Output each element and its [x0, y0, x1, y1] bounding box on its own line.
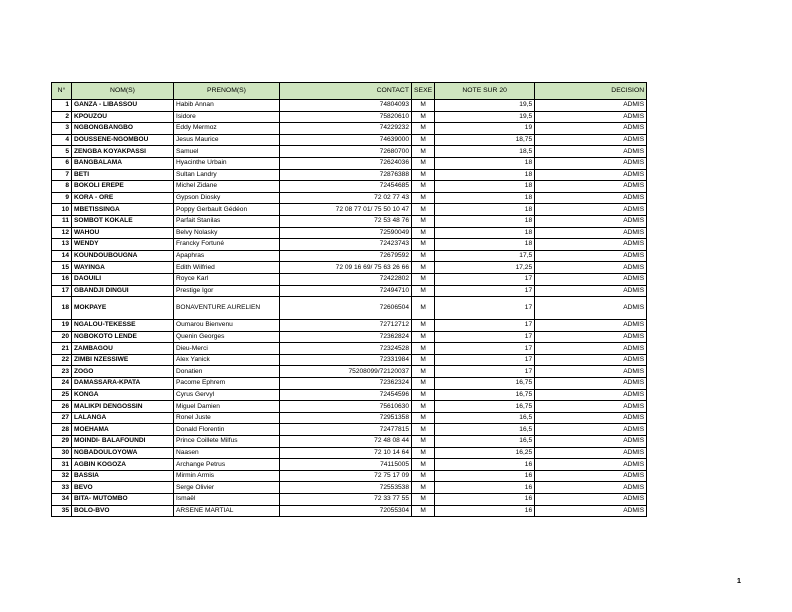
cell-contact: 72362324 [280, 378, 412, 390]
cell-sexe: M [412, 459, 435, 471]
cell-contact: 72590049 [280, 227, 412, 239]
cell-note: 19 [435, 123, 535, 135]
cell-prenom: Apaphras [174, 250, 280, 262]
cell-sexe: M [412, 494, 435, 506]
cell-sexe: M [412, 169, 435, 181]
table-row [52, 505, 647, 517]
table-row [52, 215, 647, 227]
table-row [52, 100, 647, 112]
cell-sexe: M [412, 320, 435, 332]
table-row [52, 157, 647, 169]
cell-note: 17,25 [435, 262, 535, 274]
cell-nom: BEVO [72, 482, 174, 494]
cell-nom: GBANDJI DINGUI [72, 285, 174, 297]
cell-nom: ZIMBI NZESSIWE [72, 354, 174, 366]
cell-sexe: M [412, 447, 435, 459]
cell-sexe: M [412, 181, 435, 193]
cell-note: 18 [435, 157, 535, 169]
cell-sexe: M [412, 134, 435, 146]
cell-note: 18 [435, 239, 535, 251]
cell-num: 1 [52, 100, 72, 112]
cell-num: 28 [52, 424, 72, 436]
cell-nom: BOLO-BVO [72, 505, 174, 517]
table-row [52, 482, 647, 494]
table-row [52, 401, 647, 413]
cell-decision: ADMIS [535, 459, 647, 471]
cell-contact: 72477815 [280, 424, 412, 436]
cell-decision: ADMIS [535, 111, 647, 123]
cell-contact: 74804093 [280, 100, 412, 112]
cell-note: 19,5 [435, 111, 535, 123]
cell-prenom: Poppy Gerbault Gédéon [174, 204, 280, 216]
cell-nom: BOKOLI EREPE [72, 181, 174, 193]
cell-nom: DOUSSENE-NGOMBOU [72, 134, 174, 146]
cell-decision: ADMIS [535, 169, 647, 181]
cell-contact: 72680700 [280, 146, 412, 158]
table-body [52, 100, 647, 517]
cell-prenom: ARSENE MARTIAL [174, 505, 280, 517]
cell-decision: ADMIS [535, 181, 647, 193]
cell-prenom: Quenin Georges [174, 331, 280, 343]
cell-sexe: M [412, 215, 435, 227]
table-row [52, 169, 647, 181]
cell-prenom: Miguel Damien [174, 401, 280, 413]
cell-prenom: Sultan Landry [174, 169, 280, 181]
cell-num: 8 [52, 181, 72, 193]
table-row [52, 273, 647, 285]
cell-decision: ADMIS [535, 343, 647, 355]
cell-num: 33 [52, 482, 72, 494]
table-row [52, 262, 647, 274]
cell-contact: 72679592 [280, 250, 412, 262]
cell-num: 23 [52, 366, 72, 378]
table-row [52, 366, 647, 378]
cell-num: 9 [52, 192, 72, 204]
header-num: N° [52, 83, 72, 100]
cell-contact: 72454685 [280, 181, 412, 193]
cell-nom: MBETISSINGA [72, 204, 174, 216]
cell-note: 16 [435, 494, 535, 506]
cell-contact: 72362824 [280, 331, 412, 343]
cell-num: 34 [52, 494, 72, 506]
page-number: 1 [736, 576, 741, 585]
cell-num: 16 [52, 273, 72, 285]
cell-num: 7 [52, 169, 72, 181]
cell-prenom: Francky Fortuné [174, 239, 280, 251]
cell-num: 4 [52, 134, 72, 146]
cell-contact: 72 48 08 44 [280, 436, 412, 448]
cell-note: 17,5 [435, 250, 535, 262]
cell-note: 18 [435, 204, 535, 216]
cell-sexe: M [412, 436, 435, 448]
cell-decision: ADMIS [535, 204, 647, 216]
cell-sexe: M [412, 285, 435, 297]
cell-nom: ZENGBA KOYAKPASSI [72, 146, 174, 158]
cell-note: 17 [435, 331, 535, 343]
cell-num: 32 [52, 470, 72, 482]
cell-note: 18 [435, 227, 535, 239]
cell-num: 20 [52, 331, 72, 343]
cell-prenom: Serge Olivier [174, 482, 280, 494]
cell-sexe: M [412, 470, 435, 482]
cell-contact: 74639000 [280, 134, 412, 146]
cell-nom: WAHOU [72, 227, 174, 239]
cell-sexe: M [412, 505, 435, 517]
table-row [52, 297, 647, 320]
cell-nom: WENDY [72, 239, 174, 251]
cell-contact: 72 75 17 09 [280, 470, 412, 482]
cell-prenom: Alex Yanick [174, 354, 280, 366]
header-note: NOTE SUR 20 [435, 83, 535, 100]
cell-prenom: Ronel Juste [174, 412, 280, 424]
table-row [52, 250, 647, 262]
cell-decision: ADMIS [535, 354, 647, 366]
cell-note: 17 [435, 320, 535, 332]
cell-contact: 72 08 77 01/ 75 50 10 47 [280, 204, 412, 216]
cell-prenom: Mirmin Armis [174, 470, 280, 482]
cell-num: 5 [52, 146, 72, 158]
cell-prenom: Oumarou Bienvenu [174, 320, 280, 332]
cell-decision: ADMIS [535, 134, 647, 146]
cell-num: 30 [52, 447, 72, 459]
cell-nom: MOINDI- BALAFOUNDI [72, 436, 174, 448]
cell-num: 18 [52, 297, 72, 320]
cell-note: 16 [435, 459, 535, 471]
table-row [52, 470, 647, 482]
cell-contact: 75820610 [280, 111, 412, 123]
table-row [52, 239, 647, 251]
cell-contact: 72331984 [280, 354, 412, 366]
cell-note: 16,5 [435, 436, 535, 448]
cell-nom: NGALOU-TEKESSE [72, 320, 174, 332]
cell-contact: 72494710 [280, 285, 412, 297]
cell-nom: KPOUZOU [72, 111, 174, 123]
cell-nom: LALANGA [72, 412, 174, 424]
cell-prenom: Habib Annan [174, 100, 280, 112]
cell-note: 18,5 [435, 146, 535, 158]
cell-prenom: Isidore [174, 111, 280, 123]
cell-nom: ZOGO [72, 366, 174, 378]
cell-contact: 72 10 14 64 [280, 447, 412, 459]
cell-decision: ADMIS [535, 494, 647, 506]
cell-num: 19 [52, 320, 72, 332]
cell-prenom: Naasen [174, 447, 280, 459]
cell-nom: KOUNDOUBOUGNA [72, 250, 174, 262]
cell-nom: AGBIN KOGOZA [72, 459, 174, 471]
cell-contact: 72712712 [280, 320, 412, 332]
cell-num: 25 [52, 389, 72, 401]
cell-decision: ADMIS [535, 447, 647, 459]
cell-note: 16 [435, 482, 535, 494]
table-row [52, 146, 647, 158]
cell-contact: 74229232 [280, 123, 412, 135]
cell-sexe: M [412, 354, 435, 366]
cell-num: 24 [52, 378, 72, 390]
table-row [52, 354, 647, 366]
cell-nom: BITA- MUTOMBO [72, 494, 174, 506]
table-row [52, 343, 647, 355]
cell-note: 18 [435, 215, 535, 227]
cell-sexe: M [412, 297, 435, 320]
cell-num: 6 [52, 157, 72, 169]
cell-num: 27 [52, 412, 72, 424]
cell-decision: ADMIS [535, 412, 647, 424]
header-contact: CONTACT [280, 83, 412, 100]
cell-prenom: Edith Wilfried [174, 262, 280, 274]
cell-sexe: M [412, 146, 435, 158]
cell-prenom: Prince Coillete Milfus [174, 436, 280, 448]
table-row [52, 331, 647, 343]
cell-note: 16,75 [435, 389, 535, 401]
header-decision: DECISION [535, 83, 647, 100]
cell-nom: NGBADOULOYOWA [72, 447, 174, 459]
cell-nom: DAMASSARA-KPATA [72, 378, 174, 390]
cell-nom: MALIKPI DENGOSSIN [72, 401, 174, 413]
header-nom: NOM(S) [72, 83, 174, 100]
cell-prenom: Parfait Stanilas [174, 215, 280, 227]
cell-decision: ADMIS [535, 192, 647, 204]
cell-decision: ADMIS [535, 424, 647, 436]
cell-contact: 72055304 [280, 505, 412, 517]
results-table [51, 82, 647, 517]
cell-prenom: Prestige Igor [174, 285, 280, 297]
cell-num: 14 [52, 250, 72, 262]
cell-sexe: M [412, 378, 435, 390]
header-sexe: SEXE [412, 83, 435, 100]
cell-decision: ADMIS [535, 470, 647, 482]
cell-decision: ADMIS [535, 215, 647, 227]
cell-prenom: Ismaël [174, 494, 280, 506]
cell-decision: ADMIS [535, 100, 647, 112]
cell-note: 16,5 [435, 424, 535, 436]
cell-num: 2 [52, 111, 72, 123]
cell-sexe: M [412, 204, 435, 216]
cell-decision: ADMIS [535, 331, 647, 343]
cell-nom: MOKPAYE [72, 297, 174, 320]
cell-decision: ADMIS [535, 227, 647, 239]
cell-nom: WAYINGA [72, 262, 174, 274]
cell-num: 3 [52, 123, 72, 135]
cell-contact: 72 53 48 76 [280, 215, 412, 227]
cell-prenom: Gypson Diosky [174, 192, 280, 204]
cell-decision: ADMIS [535, 146, 647, 158]
cell-sexe: M [412, 331, 435, 343]
cell-sexe: M [412, 343, 435, 355]
cell-contact: 72423743 [280, 239, 412, 251]
cell-note: 17 [435, 343, 535, 355]
cell-num: 15 [52, 262, 72, 274]
table-row [52, 134, 647, 146]
table-row [52, 204, 647, 216]
cell-note: 16,75 [435, 378, 535, 390]
cell-num: 10 [52, 204, 72, 216]
cell-prenom: Donald Florentin [174, 424, 280, 436]
cell-num: 31 [52, 459, 72, 471]
cell-note: 17 [435, 297, 535, 320]
table-row [52, 181, 647, 193]
cell-contact: 75610630 [280, 401, 412, 413]
cell-note: 18 [435, 192, 535, 204]
cell-decision: ADMIS [535, 389, 647, 401]
cell-note: 16 [435, 470, 535, 482]
cell-contact: 72876388 [280, 169, 412, 181]
cell-prenom: Michel Zidane [174, 181, 280, 193]
cell-decision: ADMIS [535, 378, 647, 390]
table-row [52, 447, 647, 459]
cell-nom: GANZA - LIBASSOU [72, 100, 174, 112]
cell-nom: ZAMBAGOU [72, 343, 174, 355]
cell-decision: ADMIS [535, 273, 647, 285]
cell-num: 11 [52, 215, 72, 227]
cell-contact: 75208099/72120037 [280, 366, 412, 378]
cell-prenom: Donatien [174, 366, 280, 378]
cell-prenom: Archange Petrus [174, 459, 280, 471]
cell-sexe: M [412, 424, 435, 436]
cell-prenom: Eddy Mermoz [174, 123, 280, 135]
cell-contact: 72606504 [280, 297, 412, 320]
cell-sexe: M [412, 227, 435, 239]
cell-contact: 72454596 [280, 389, 412, 401]
cell-contact: 72 09 16 69/ 75 63 26 66 [280, 262, 412, 274]
cell-num: 22 [52, 354, 72, 366]
table-row [52, 320, 647, 332]
table-row [52, 285, 647, 297]
cell-contact: 72324528 [280, 343, 412, 355]
cell-decision: ADMIS [535, 401, 647, 413]
cell-decision: ADMIS [535, 239, 647, 251]
table-row [52, 111, 647, 123]
table-row [52, 227, 647, 239]
cell-sexe: M [412, 111, 435, 123]
cell-prenom: Belvy Nolasky [174, 227, 280, 239]
cell-num: 26 [52, 401, 72, 413]
cell-prenom: Pacome Ephrem [174, 378, 280, 390]
cell-sexe: M [412, 239, 435, 251]
cell-sexe: M [412, 389, 435, 401]
table-row [52, 378, 647, 390]
cell-decision: ADMIS [535, 262, 647, 274]
cell-nom: KONGA [72, 389, 174, 401]
cell-prenom: Hyacinthe Urbain [174, 157, 280, 169]
cell-prenom: Samuel [174, 146, 280, 158]
cell-nom: BASSIA [72, 470, 174, 482]
cell-decision: ADMIS [535, 320, 647, 332]
cell-num: 13 [52, 239, 72, 251]
cell-prenom: Jesus Maurice [174, 134, 280, 146]
cell-note: 18,75 [435, 134, 535, 146]
cell-sexe: M [412, 192, 435, 204]
cell-decision: ADMIS [535, 366, 647, 378]
cell-note: 18 [435, 169, 535, 181]
cell-contact: 72624036 [280, 157, 412, 169]
cell-contact: 72 02 77 43 [280, 192, 412, 204]
cell-note: 17 [435, 285, 535, 297]
table-row [52, 424, 647, 436]
cell-nom: BETI [72, 169, 174, 181]
cell-decision: ADMIS [535, 123, 647, 135]
cell-note: 18 [435, 181, 535, 193]
cell-sexe: M [412, 157, 435, 169]
cell-sexe: M [412, 123, 435, 135]
cell-contact: 72553538 [280, 482, 412, 494]
cell-sexe: M [412, 412, 435, 424]
cell-prenom: Dieu-Merci [174, 343, 280, 355]
cell-contact: 72951358 [280, 412, 412, 424]
cell-note: 16 [435, 505, 535, 517]
table-row [52, 412, 647, 424]
table-header-row [52, 83, 647, 100]
cell-decision: ADMIS [535, 436, 647, 448]
cell-nom: BANGBALAMA [72, 157, 174, 169]
cell-sexe: M [412, 100, 435, 112]
cell-decision: ADMIS [535, 285, 647, 297]
cell-note: 17 [435, 354, 535, 366]
cell-sexe: M [412, 401, 435, 413]
cell-sexe: M [412, 366, 435, 378]
cell-note: 19,5 [435, 100, 535, 112]
cell-contact: 72422802 [280, 273, 412, 285]
cell-note: 16,75 [435, 401, 535, 413]
cell-nom: NGBOKOTO LENDE [72, 331, 174, 343]
cell-num: 35 [52, 505, 72, 517]
cell-nom: NGBONGBANGBO [72, 123, 174, 135]
cell-num: 29 [52, 436, 72, 448]
table-row [52, 123, 647, 135]
cell-nom: SOMBOT KOKALE [72, 215, 174, 227]
table-row [52, 436, 647, 448]
table-row [52, 459, 647, 471]
cell-note: 16,5 [435, 412, 535, 424]
cell-prenom: Royce Karl [174, 273, 280, 285]
table-row [52, 192, 647, 204]
cell-sexe: M [412, 273, 435, 285]
cell-note: 16,25 [435, 447, 535, 459]
cell-nom: MOEHAMA [72, 424, 174, 436]
cell-prenom: BONAVENTURE AURELIEN [174, 297, 280, 320]
cell-decision: ADMIS [535, 297, 647, 320]
table-row [52, 389, 647, 401]
cell-num: 12 [52, 227, 72, 239]
cell-nom: DAOUILI [72, 273, 174, 285]
cell-contact: 74115005 [280, 459, 412, 471]
cell-num: 21 [52, 343, 72, 355]
cell-decision: ADMIS [535, 505, 647, 517]
cell-decision: ADMIS [535, 250, 647, 262]
cell-contact: 72 33 77 55 [280, 494, 412, 506]
cell-decision: ADMIS [535, 482, 647, 494]
cell-nom: KORA - ORE [72, 192, 174, 204]
cell-prenom: Cyrus Gervyl [174, 389, 280, 401]
header-prenom: PRENOM(S) [174, 83, 280, 100]
table-row [52, 494, 647, 506]
cell-note: 17 [435, 366, 535, 378]
cell-sexe: M [412, 250, 435, 262]
cell-num: 17 [52, 285, 72, 297]
cell-sexe: M [412, 262, 435, 274]
cell-note: 17 [435, 273, 535, 285]
cell-decision: ADMIS [535, 157, 647, 169]
cell-sexe: M [412, 482, 435, 494]
